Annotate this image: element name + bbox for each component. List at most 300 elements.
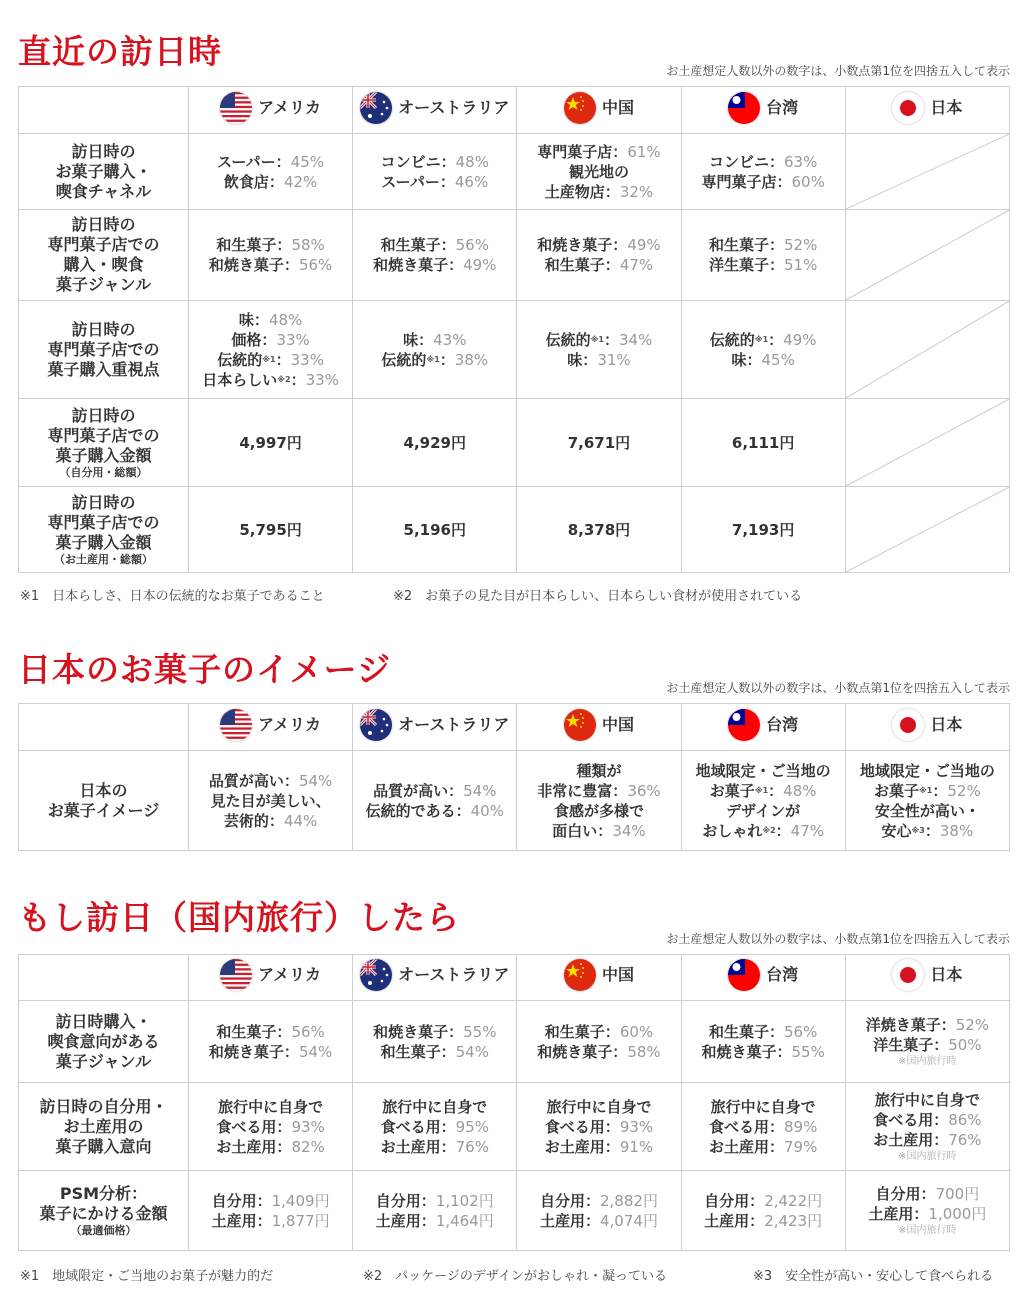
country-name: 中国	[601, 97, 634, 117]
cell-line	[189, 255, 352, 275]
empty-cell	[845, 399, 1009, 487]
row-header	[19, 1083, 189, 1171]
row-header	[19, 1171, 189, 1251]
footnote: ※2 お菓子の見た目が日本らしい、日本らしい食材が使用されている	[393, 589, 803, 604]
cell-label: スーパー	[381, 172, 440, 191]
colon: ：	[440, 236, 456, 254]
colon: ：	[776, 1042, 792, 1061]
header-row	[19, 87, 1010, 134]
cell-value: 91%	[619, 1137, 654, 1156]
colon: ：	[768, 1022, 784, 1041]
cell-label: 和焼き菓子	[537, 1042, 613, 1061]
cell-label: お菓子	[709, 781, 755, 800]
cell-line	[517, 1117, 680, 1137]
colon: ：	[440, 1137, 456, 1156]
colon: ：	[612, 781, 628, 800]
cell-label: 観光地の	[568, 162, 629, 181]
data-cell	[189, 210, 353, 301]
colon: ：	[283, 256, 299, 274]
cell-value: 56%	[291, 1022, 325, 1041]
row-header-sub: （最適価格）	[70, 1223, 137, 1237]
data-cell	[681, 1001, 845, 1083]
cell-line	[517, 255, 680, 275]
colon: ：	[439, 350, 455, 369]
colon: ：	[276, 1022, 292, 1041]
cell-line	[189, 350, 352, 370]
cell-value: 1,409円	[271, 1191, 330, 1210]
row-header-line: 菓子ジャンル	[55, 275, 152, 294]
cell-value: 61%	[627, 142, 661, 161]
cell-label: コンビニ	[380, 152, 441, 171]
data-cell	[517, 301, 681, 399]
cell-line	[846, 1035, 1009, 1055]
cell-note: ※国内旅行時	[898, 1055, 957, 1067]
cell-label: 洋生菓子	[708, 256, 769, 274]
diagonal-line-icon	[846, 301, 1009, 398]
row-header	[19, 399, 189, 487]
cell-line	[353, 235, 516, 255]
cell-label: 自分用	[539, 1191, 585, 1210]
cell-label: 和生菓子	[380, 236, 441, 254]
cell-value: 38%	[939, 821, 974, 840]
cell-line	[846, 761, 1009, 781]
cell-line	[682, 1042, 845, 1062]
country-name: 日本	[930, 97, 963, 117]
cell-label: 和焼き菓子	[537, 236, 613, 254]
cell-value: 93%	[619, 1117, 654, 1136]
cell-label: 和焼き菓子	[701, 1042, 777, 1061]
data-cell	[189, 1171, 353, 1251]
colon: ：	[612, 236, 628, 254]
footnote-ref: ※1	[919, 785, 933, 795]
us-flag-icon	[220, 709, 252, 741]
cell-value: 2,423円	[764, 1211, 823, 1230]
cell-label: 味	[731, 350, 747, 369]
cell-value: 34%	[618, 330, 653, 349]
jp-flag-icon	[892, 959, 924, 991]
cell-label: 和生菓子	[708, 1022, 769, 1041]
cell-label: 品質が高い	[373, 781, 449, 800]
cell-label: デザインが	[726, 801, 801, 820]
cell-line	[846, 1015, 1009, 1035]
colon: ：	[440, 152, 456, 171]
data-cell	[189, 487, 353, 573]
cell-line	[189, 811, 352, 831]
cell-line	[846, 1204, 1009, 1224]
data-cell	[517, 1171, 681, 1251]
cell-value: 1,000円	[928, 1204, 987, 1223]
cell-label: お土産用	[380, 1137, 441, 1156]
cell-value: 63%	[784, 152, 818, 171]
cell-label: 土産用	[868, 1204, 914, 1223]
data-cell	[845, 1171, 1009, 1251]
cell-value: 33%	[276, 330, 310, 349]
cell-label: 8,378円	[567, 520, 631, 539]
diagonal-line-icon	[846, 399, 1009, 486]
cell-label: 食べる用	[380, 1117, 441, 1136]
cell-line	[517, 235, 680, 255]
cell-value: 4,074円	[600, 1211, 658, 1230]
comparison-table	[18, 703, 1010, 851]
cell-label: 食べる用	[216, 1117, 277, 1136]
cell-value: 54%	[298, 771, 333, 790]
row-header-line: 訪日時の	[71, 492, 136, 512]
country-name: アメリカ	[258, 714, 322, 734]
cell-note: ※国内旅行時	[898, 1150, 957, 1162]
colon: ：	[256, 1191, 272, 1210]
cell-label: 自分用	[704, 1191, 750, 1210]
country-name: 台湾	[766, 97, 799, 117]
cell-label: 旅行中に自身で	[546, 1097, 652, 1116]
cell-label: 芸術的	[223, 811, 269, 830]
row-header-line: 専門菓子店での	[47, 235, 160, 254]
header-row	[19, 955, 1010, 1001]
colon: ：	[276, 1137, 292, 1156]
row-header	[19, 1001, 189, 1083]
colon: ：	[604, 182, 620, 201]
cell-line	[682, 781, 845, 801]
data-cell	[681, 487, 845, 573]
colon: ：	[932, 781, 948, 800]
cell-line	[682, 801, 845, 821]
cell-label: 6,111円	[731, 433, 795, 452]
colon: ：	[924, 821, 940, 840]
cell-line	[682, 821, 845, 841]
colon: ：	[418, 330, 434, 349]
cell-label: 7,193円	[731, 520, 795, 539]
colon: ：	[448, 256, 464, 274]
cell-value: 60%	[619, 1022, 654, 1041]
cell-label: 飲食店	[223, 172, 269, 191]
country-header	[517, 704, 681, 751]
cell-label: 地域限定・ご当地の	[695, 761, 831, 780]
data-cell	[845, 1083, 1009, 1171]
cell-label: 品質が高い	[208, 771, 284, 790]
row-header-line: 菓子にかける金額	[39, 1203, 168, 1223]
row-header-line: 訪日時の	[71, 319, 136, 339]
cell-line	[846, 1184, 1009, 1204]
cell-line	[517, 1191, 680, 1211]
row-header-line: 購入・喫食	[63, 255, 144, 274]
empty-cell	[845, 301, 1009, 399]
cell-line	[189, 1042, 352, 1062]
data-cell	[681, 399, 845, 487]
cell-line	[353, 152, 516, 172]
cell-value: 700円	[935, 1184, 980, 1203]
jp-flag-icon	[892, 92, 924, 124]
country-header	[845, 87, 1009, 134]
cell-value: 49%	[783, 330, 817, 349]
cell-line	[189, 771, 352, 791]
cell-value: 34%	[612, 821, 646, 840]
cell-note: ※国内旅行時	[898, 1224, 957, 1236]
cell-line	[682, 761, 845, 781]
country-name: オーストラリア	[398, 714, 510, 734]
colon: ：	[940, 1015, 956, 1034]
country-header	[189, 87, 353, 134]
colon: ：	[768, 330, 784, 349]
cell-value: 76%	[455, 1137, 489, 1156]
section-0	[18, 22, 1010, 604]
cell-label: 日本らしい	[202, 370, 278, 389]
colon: ：	[290, 370, 306, 389]
cell-label: 非常に豊富	[537, 781, 613, 800]
cell-value: 48%	[783, 781, 817, 800]
table-row	[19, 751, 1010, 851]
cell-line	[189, 1211, 352, 1231]
cell-line	[189, 172, 352, 192]
colon: ：	[933, 1130, 949, 1149]
cell-value: 49%	[627, 236, 661, 254]
cell-label: 安全性が高い・	[874, 801, 980, 820]
section-title: 日本のお菓子のイメージ	[18, 650, 392, 689]
cell-label: 味	[403, 330, 419, 349]
row-header-line: 訪日時の	[71, 141, 136, 161]
colon: ：	[455, 801, 471, 820]
country-name: アメリカ	[258, 97, 322, 117]
cell-label: 和生菓子	[544, 1022, 605, 1041]
cell-label: 価格	[231, 330, 262, 349]
table-row	[19, 301, 1010, 399]
row-header-line: 専門菓子店での	[47, 425, 160, 445]
country-header	[681, 955, 845, 1001]
colon: ：	[604, 1117, 620, 1136]
colon: ：	[612, 142, 628, 161]
cell-label: 5,196円	[403, 520, 466, 539]
data-cell	[353, 134, 517, 210]
colon: ：	[440, 1117, 456, 1136]
cell-line	[189, 1022, 352, 1042]
cell-line	[189, 1117, 352, 1137]
data-cell	[353, 301, 517, 399]
row-header	[19, 134, 189, 210]
cell-line	[353, 1191, 516, 1211]
cell-line	[353, 1042, 516, 1062]
data-cell	[517, 1083, 681, 1171]
table-row	[19, 1171, 1010, 1251]
cell-label: 和焼き菓子	[373, 256, 449, 274]
cell-label: 和焼き菓子	[373, 1022, 449, 1041]
cell-line	[189, 370, 352, 390]
data-cell	[353, 210, 517, 301]
rounding-note: お土産想定人数以外の数字は、小数点第1位を四捨五入して表示	[666, 681, 1010, 695]
cell-line	[846, 1110, 1009, 1130]
country-name: 中国	[601, 965, 634, 984]
cell-value: 58%	[291, 236, 325, 254]
header-row	[19, 704, 1010, 751]
colon: ：	[276, 1117, 292, 1136]
empty-cell	[845, 134, 1009, 210]
row-header	[19, 210, 189, 301]
cell-line	[517, 142, 680, 162]
cn-flag-icon	[564, 92, 596, 124]
cell-label: 面白い	[552, 821, 598, 840]
row-header-line: 菓子購入意向	[55, 1136, 152, 1156]
cell-label: 安心	[881, 821, 912, 840]
table-row	[19, 1083, 1010, 1171]
cell-value: 38%	[454, 350, 489, 369]
cell-label: 伝統的	[709, 330, 755, 349]
country-header	[681, 87, 845, 134]
table-row	[19, 1001, 1010, 1083]
cell-value: 45%	[290, 152, 325, 171]
cell-line	[189, 433, 352, 453]
cell-line	[517, 182, 680, 202]
cell-line	[682, 1137, 845, 1157]
cell-value: 54%	[463, 781, 497, 800]
country-name: 台湾	[766, 714, 799, 734]
country-name: 日本	[930, 714, 963, 734]
data-cell	[681, 751, 845, 851]
cell-value: 2,882円	[600, 1191, 658, 1210]
footnote-ref: ※3	[911, 825, 925, 835]
data-cell	[517, 751, 681, 851]
colon: ：	[584, 1211, 600, 1230]
cell-value: 82%	[291, 1137, 325, 1156]
colon: ：	[604, 256, 620, 274]
footnote-ref: ※1	[262, 354, 276, 364]
cell-value: 42%	[283, 172, 318, 191]
empty-cell	[845, 487, 1009, 573]
header-blank	[19, 955, 189, 1001]
colon: ：	[604, 1137, 620, 1156]
row-header-line: 喫食意向がある	[47, 1031, 160, 1051]
footnote-ref: ※1	[754, 785, 769, 795]
row-header	[19, 301, 189, 399]
cell-label: 和焼き菓子	[208, 1042, 284, 1061]
cell-value: 43%	[433, 330, 467, 349]
cell-label: 5,795円	[239, 520, 302, 539]
data-cell	[517, 399, 681, 487]
us-flag-icon	[220, 92, 252, 124]
cell-label: 7,671円	[567, 433, 631, 452]
cell-label: 専門菓子店	[537, 142, 613, 161]
colon: ：	[604, 1022, 620, 1041]
colon: ：	[275, 152, 291, 171]
country-name: 中国	[601, 714, 634, 734]
cell-label: 地域限定・ご当地の	[859, 761, 995, 780]
data-cell	[353, 1001, 517, 1083]
cell-label: 伝統的	[545, 330, 591, 349]
cell-line	[189, 520, 352, 540]
cell-line	[682, 255, 845, 275]
section-2	[18, 892, 1010, 1292]
cell-value: 46%	[454, 172, 489, 191]
comparison-table	[18, 86, 1010, 573]
cell-label: お菓子	[874, 781, 920, 800]
colon: ：	[746, 350, 762, 369]
colon: ：	[283, 771, 299, 790]
row-header-line: 訪日時の	[71, 215, 136, 234]
cell-value: 48%	[268, 310, 303, 329]
colon: ：	[768, 1137, 784, 1156]
cell-label: 和生菓子	[544, 256, 605, 274]
empty-cell	[845, 210, 1009, 301]
cell-value: 55%	[791, 1042, 825, 1061]
data-cell	[845, 751, 1009, 851]
cell-line	[353, 801, 516, 821]
cell-value: 54%	[298, 1042, 333, 1061]
cell-label: 旅行中に自身で	[382, 1097, 488, 1116]
country-header	[189, 955, 353, 1001]
country-name: 日本	[930, 965, 963, 984]
header-blank	[19, 87, 189, 134]
header-blank	[19, 704, 189, 751]
colon: ：	[768, 1117, 784, 1136]
cell-value: 55%	[463, 1022, 497, 1041]
cell-line	[682, 1191, 845, 1211]
cell-line	[682, 1022, 845, 1042]
cell-value: 79%	[784, 1137, 818, 1156]
diagonal-line-icon	[846, 210, 1009, 300]
cell-line	[517, 761, 680, 781]
cell-label: 伝統的	[381, 350, 427, 369]
colon: ：	[253, 310, 269, 329]
footnote: ※3 安全性が高い・安心して食べられる	[753, 1269, 994, 1284]
au-flag-icon	[360, 959, 392, 991]
tw-flag-icon	[728, 709, 760, 741]
row-header	[19, 751, 189, 851]
cell-label: 自分用	[875, 1184, 921, 1203]
cell-label: 土産用	[704, 1211, 750, 1230]
cell-label: お土産用	[544, 1137, 605, 1156]
footnote-ref: ※2	[762, 825, 776, 835]
country-name: アメリカ	[258, 965, 322, 984]
cell-value: 76%	[948, 1130, 982, 1149]
data-cell	[189, 399, 353, 487]
cell-line	[353, 520, 516, 540]
cell-line	[353, 350, 516, 370]
colon: ：	[768, 152, 784, 171]
colon: ：	[440, 1042, 456, 1061]
cell-line	[682, 1097, 845, 1117]
footnote-ref: ※1	[590, 334, 604, 344]
data-cell	[517, 487, 681, 573]
cell-value: 40%	[470, 801, 504, 820]
cell-line	[517, 1211, 680, 1231]
cell-value: 54%	[455, 1042, 489, 1061]
cell-value: 56%	[298, 256, 333, 274]
cell-line	[846, 801, 1009, 821]
cell-value: 32%	[619, 182, 654, 201]
cell-value: 1,102円	[435, 1191, 494, 1210]
data-cell	[353, 487, 517, 573]
table-row	[19, 210, 1010, 301]
cell-value: 50%	[948, 1035, 982, 1054]
colon: ：	[261, 330, 277, 349]
cell-line	[517, 1022, 680, 1042]
cell-line	[517, 1097, 680, 1117]
cell-line	[189, 310, 352, 330]
colon: ：	[775, 821, 791, 840]
cell-line	[682, 152, 845, 172]
cell-line	[682, 520, 845, 540]
us-flag-icon	[220, 959, 252, 991]
cell-line	[189, 1137, 352, 1157]
country-header	[845, 955, 1009, 1001]
country-header	[517, 87, 681, 134]
colon: ：	[603, 330, 619, 349]
country-name: オーストラリア	[398, 97, 510, 117]
row-header-line: 訪日時の自分用・	[39, 1096, 168, 1116]
cell-label: 食べる用	[873, 1110, 934, 1129]
cell-value: 52%	[947, 781, 981, 800]
cell-line	[682, 433, 845, 453]
data-cell	[681, 210, 845, 301]
colon: ：	[268, 172, 284, 191]
cell-line	[189, 152, 352, 172]
cell-line	[189, 235, 352, 255]
